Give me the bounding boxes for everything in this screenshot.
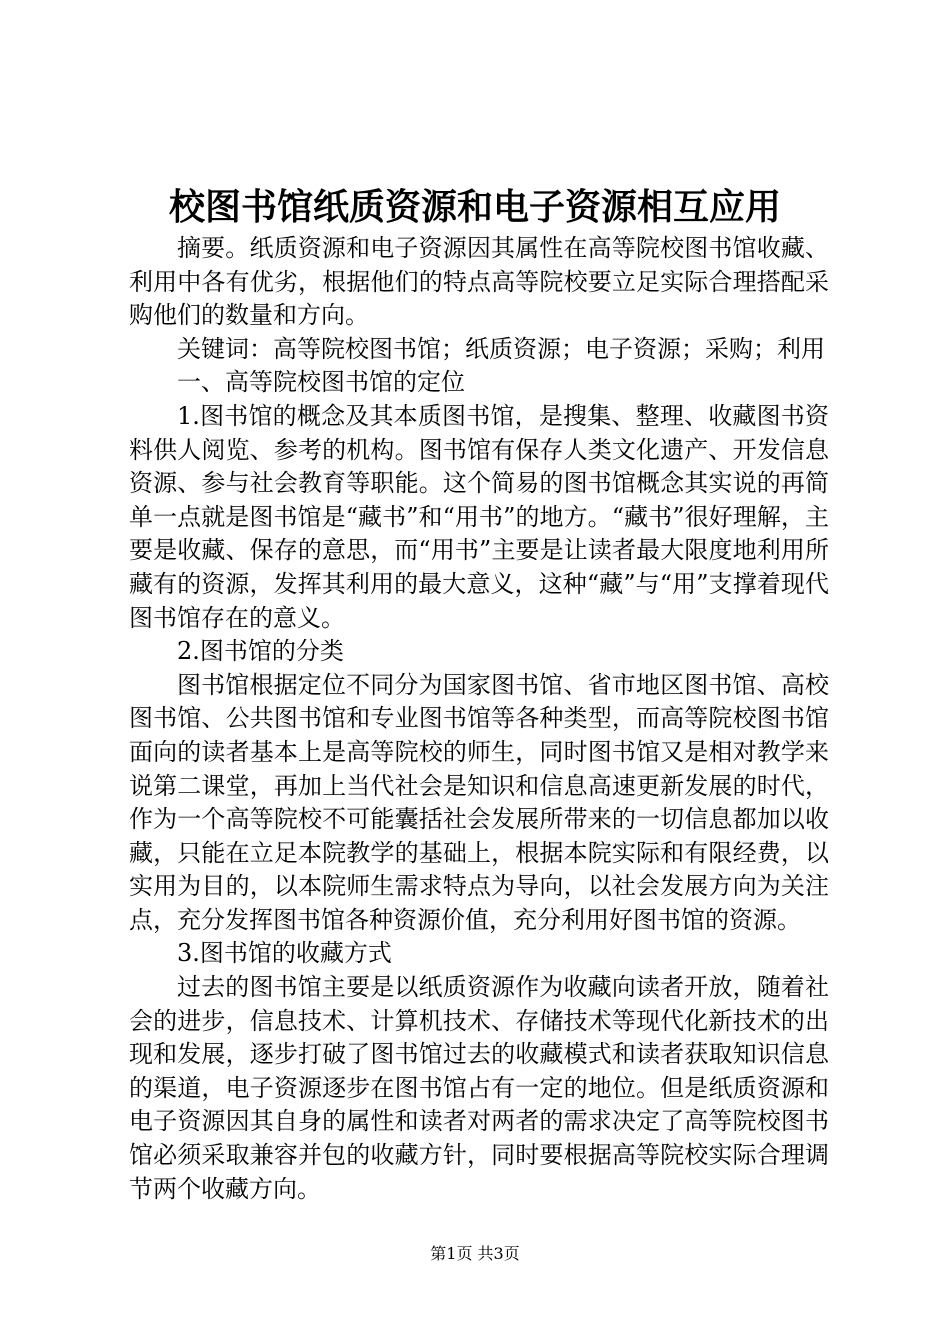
document-body [129, 232, 829, 1206]
subsection-heading: 3.图书馆的收藏方式 [177, 939, 392, 968]
body-paragraph: 图书馆根据定位不同分为国家图书馆、省市地区图书馆、高校图书馆、公共图书馆和专业图书馆等各种类型，而高等院校图书馆面向的读者基本上是高等院校的师生，同时图书馆又是相对教学来说第二课堂，再加上当代社会是知识和信息高速更新发展的时代，作为一个高等院校不可能囊括社会发展所带来的一切信息都加以收藏，只能在立足本院教学的基础上，根据本院实际和有限经费，以实用为目的，以本院师生需求特点为导向，以社会发展方向为关注点，充分发挥图书馆各种资源价值，充分利用好图书馆的资源。 [129, 670, 829, 934]
section-heading: 一、高等院校图书馆的定位 [177, 368, 465, 397]
body-paragraph: 1.图书馆的概念及其本质图书馆，是搜集、整理、收藏图书资料供人阅览、参考的机构。图书馆有保存人类文化遗产、开发信息资源、参与社会教育等职能。这个简易的图书馆概念其实说的再简单一点就是图书馆是“藏书”和“用书”的地方。“藏书”很好理解，主要是收藏、保存的意思，而“用书”主要是让读者最大限度地利用所藏有的资源，发挥其利用的最大意义，这种“藏”与“用”支撑着现代图书馆存在的意义。 [129, 401, 829, 632]
subsection-heading: 2.图书馆的分类 [177, 637, 344, 666]
keywords-paragraph: 关键词：高等院校图书馆；纸质资源；电子资源；采购；利用 [177, 334, 825, 363]
document-title: 校图书馆纸质资源和电子资源相互应用 [168, 186, 781, 228]
page-footer: 第1页 共3页 [430, 1244, 520, 1263]
body-paragraph: 过去的图书馆主要是以纸质资源作为收藏向读者开放，随着社会的进步，信息技术、计算机技术、存储技术等现代化新技术的出现和发展，逐步打破了图书馆过去的收藏模式和读者获取知识信息的渠道，电子资源逐步在图书馆占有一定的地位。但是纸质资源和电子资源因其自身的属性和读者对两者的需求决定了高等院校图书馆必须采取兼容并包的收藏方针，同时要根据高等院校实际合理调节两个收藏方向。 [129, 973, 829, 1203]
abstract-paragraph: 摘要。纸质资源和电子资源因其属性在高等院校图书馆收藏、利用中各有优劣，根据他们的特点高等院校要立足实际合理搭配采购他们的数量和方向。 [129, 234, 829, 330]
